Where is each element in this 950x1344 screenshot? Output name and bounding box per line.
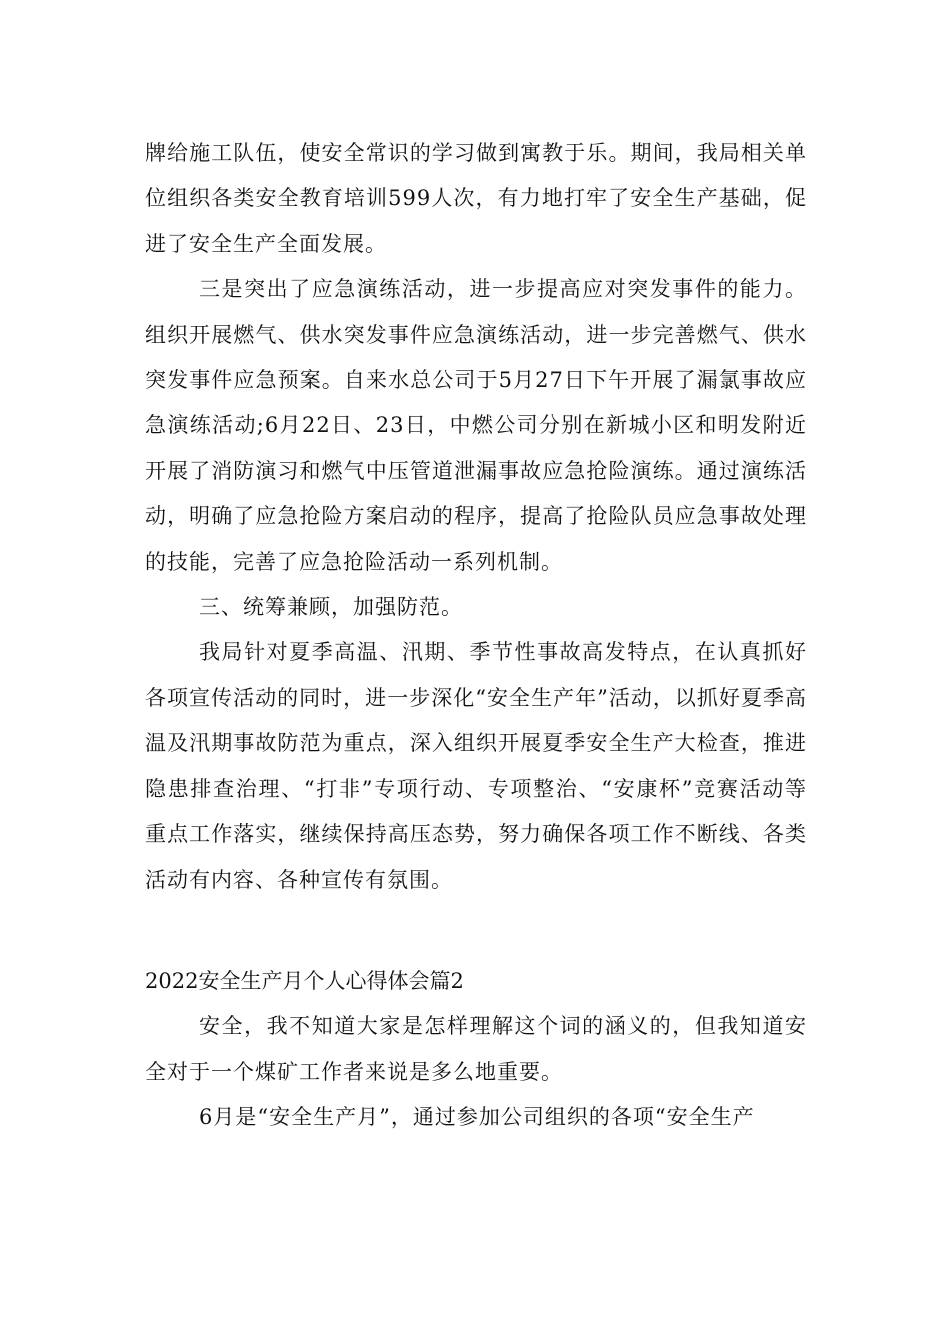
- paragraph-training-summary: 牌给施工队伍，使安全常识的学习做到寓教于乐。期间，我局相关单位组织各类安全教育培训599人次，有力地打牢了安全生产基础，促进了安全生产全面发展。: [145, 141, 807, 256]
- section-heading-coordination: 三、统筹兼顾，加强防范。: [199, 595, 463, 620]
- paragraph-safety-month: 6月是“安全生产月”，通过参加公司组织的各项“安全生产: [199, 1105, 755, 1130]
- paragraph-safety-meaning: 安全，我不知道大家是怎样理解这个词的涵义的，但我知道安全对于一个煤矿工作者来说是多么地重要。: [145, 1014, 807, 1084]
- paragraph-emergency-drills: 三是突出了应急演练活动，进一步提高应对突发事件的能力。组织开展燃气、供水突发事件应急演练活动，进一步完善燃气、供水突发事件应急预案。自来水总公司于5月27日下午开展了漏氯事故应急演练活动;6月22日、23日，中燃公司分别在新城小区和明发附近开展了消防演习和燃气中压管道泄漏事故应急抢险演练。通过演练活动，明确了应急抢险方案启动的程序，提高了抢险队员应急事故处理的技能，完善了应急抢险活动一系列机制。: [145, 277, 807, 574]
- paragraph-summer-safety: 我局针对夏季高温、汛期、季节性事故高发特点，在认真抓好各项宣传活动的同时，进一步深化“安全生产年”活动，以抓好夏季高温及汛期事故防范为重点，深入组织开展夏季安全生产大检查，推进隐患排查治理、“打非”专项行动、专项整治、“安康杯”竞赛活动等重点工作落实，继续保持高压态势，努力确保各项工作不断线、各类活动有内容、各种宣传有氛围。: [145, 640, 807, 892]
- article-title: 2022安全生产月个人心得体会篇2: [145, 968, 464, 993]
- document-body: [145, 131, 807, 1141]
